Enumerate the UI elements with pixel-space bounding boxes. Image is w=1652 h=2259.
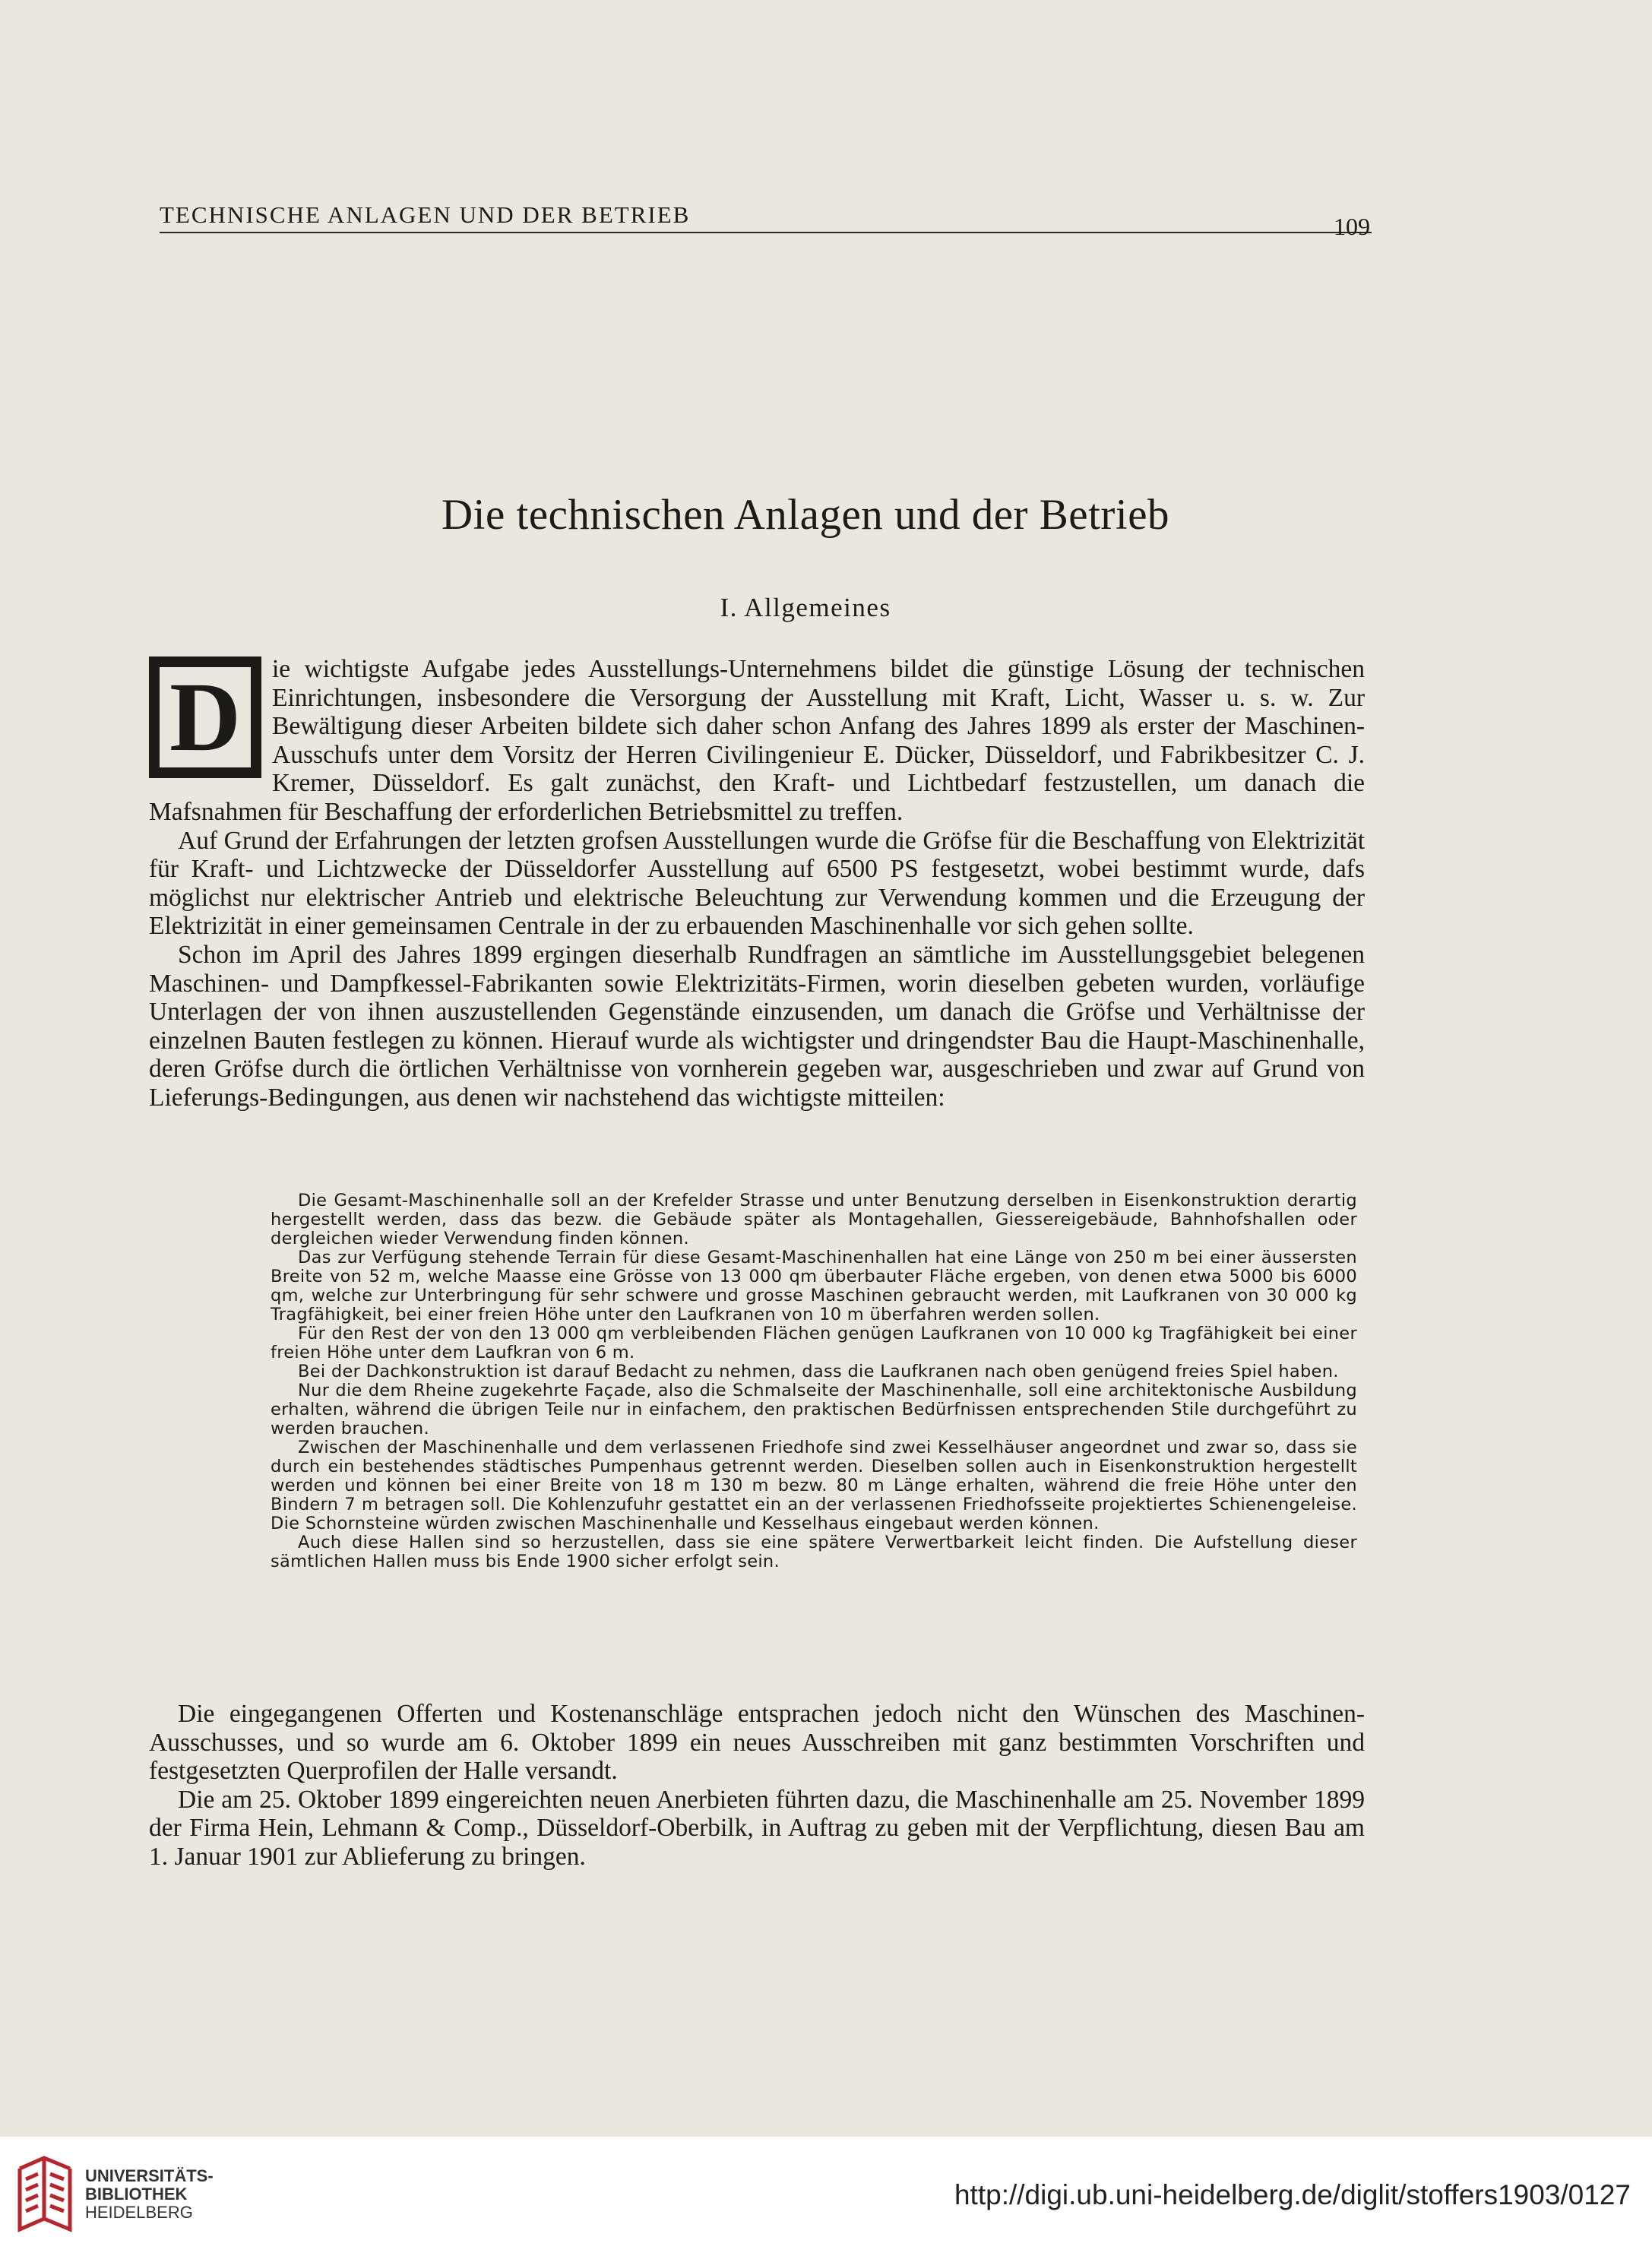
paragraph: Schon im April des Jahres 1899 ergingen dieserhalb Rundfragen an sämtliche im Ausstellungsgebiet belegenen Maschinen- und Dampfkessel-Fabrikanten sowie Elektrizitäts-Firmen, worin dieselben gebeten wurden, vorläufige Unterlagen der von ihnen auszustellenden Gegenstände einzusenden, um danach die Gröfse und Verhältnisse der einzelnen Bauten festlegen zu können. Hierauf wurde als wichtigster und dringendster Bau die Haupt-Maschinenhalle, deren Gröfse durch die örtlichen Verhältnisse von vornherein gegeben war, ausgeschrieben und zwar auf Grund von Lieferungs-Bedingungen, aus denen wir nachstehend das wichtigste mitteilen: <box>149 940 1365 1112</box>
contract-clause: Auch diese Hallen sind so herzustellen, dass sie eine spätere Verwertbarkeit leicht finden. Die Aufstellung dieser sämtlichen Hallen muss bis Ende 1900 sicher erfolgt sein. <box>271 1533 1357 1571</box>
paragraph <box>149 655 1365 827</box>
contract-clause: Bei der Dachkonstruktion ist darauf Bedacht zu nehmen, dass die Laufkranen nach oben genügend freies Spiel haben. <box>298 1362 1339 1381</box>
closing-text <box>149 1700 1365 1871</box>
library-logo-icon <box>14 2153 76 2241</box>
library-name: UNIVERSITÄTS- BIBLIOTHEK HEIDELBERG <box>85 2166 214 2222</box>
chapter-title: Die technischen Anlagen und der Betrieb <box>441 491 1170 539</box>
section-heading: I. Allgemeines <box>720 593 891 622</box>
paragraph: Die am 25. Oktober 1899 eingereichten neuen Anerbieten führten dazu, die Maschinenhalle am 25. November 1899 der Firma Hein, Lehmann & Comp., Düsseldorf-Oberbilk, in Auftrag zu geben mit der Verpflichtung, diesen Bau am 1. Januar 1901 zur Ablieferung zu bringen. <box>149 1785 1365 1871</box>
contract-clause: Zwischen der Maschinenhalle und dem verlassenen Friedhofe sind zwei Kesselhäuser angeordnet und zwar so, dass sie durch ein bestehendes städtisches Pumpenhaus getrennt werden. Dieselben sollen auch in Eisenkonstruktion hergestellt werden und können bei einer Breite von 18 m 130 m bezw. 80 m Länge erhalten, während die freie Höhe unter den Bindern 7 m betragen soll. Die Kohlenzufuhr gestattet ein an der verlassenen Friedhofsseite projektiertes Schienengeleise. Die Schornsteine würden zwischen Maschinenhalle und Kesselhaus eingebaut werden können. <box>271 1438 1357 1533</box>
library-footer <box>0 2137 1652 2259</box>
contract-clause: Nur die dem Rheine zugekehrte Façade, also die Schmalseite der Maschinenhalle, soll eine architektonische Ausbildung erhalten, während die übrigen Teile nur in einfachem, den praktischen Bedürfnissen entsprechenden Stile durchgeführt zu werden brauchen. <box>271 1381 1357 1438</box>
intro-text <box>149 655 1365 1112</box>
page-number: 109 <box>1334 213 1370 240</box>
contract-conditions <box>271 1191 1357 1571</box>
paragraph: Die eingegangenen Offerten und Kostenanschläge entsprachen jedoch nicht den Wünschen des Maschinen-Ausschusses, und so wurde am 6. Oktober 1899 ein neues Ausschreiben mit ganz bestimmten Vorschriften und festgesetzten Querprofilen der Halle versandt. <box>149 1700 1365 1786</box>
paragraph: Auf Grund der Erfahrungen der letzten grofsen Ausstellungen wurde die Gröfse für die Beschaffung von Elektrizität für Kraft- und Lichtzwecke der Düsseldorfer Ausstellung auf 6500 PS festgesetzt, wobei bestimmt wurde, dafs möglichst nur elektrischer Antrieb und elektrische Beleuchtung zur Verwendung kommen und die Erzeugung der Elektrizität in einer gemeinsamen Centrale in der zu erbauenden Maschinenhalle vor sich gehen sollte. <box>149 826 1365 941</box>
running-title: TECHNISCHE ANLAGEN UND DER BETRIEB <box>160 201 1372 233</box>
dropcap-initial <box>149 657 261 778</box>
contract-clause: Für den Rest der von den 13 000 qm verbleibenden Flächen genügen Laufkranen von 10 000 kg Tragfähigkeit bei einer freien Höhe unter dem Laufkran von 6 m. <box>271 1324 1357 1362</box>
paragraph-text: ie wichtigste Aufgabe jedes Ausstellungs-Unternehmens bildet die günstige Lösung der technischen Einrichtungen, insbesondere die Versorgung der Ausstellung mit Kraft, Licht, Wasser u. s. w. Zur Bewältigung dieser Arbeiten bildete sich daher schon Anfang des Jahres 1899 als erster der Maschinen-Ausschufs unter dem Vorsitz der Herren Civilingenieur E. Dücker, Düsseldorf, und Fabrikbesitzer C. J. Kremer, Düsseldorf. Es galt zunächst, den Kraft- und Lichtbedarf festzustellen, um danach die Mafsnahmen für Beschaffung der erforderlichen Betriebsmittel zu treffen. <box>149 655 1365 826</box>
dropcap-letter: D <box>169 663 241 772</box>
contract-clause: Die Gesamt-Maschinenhalle soll an der Krefelder Strasse und unter Benutzung derselben in Eisenkonstruktion derartig hergestellt werden, dass das bezw. die Gebäude später als Montagehallen, Giessereigebäude, Bahnhofshallen oder dergleichen wieder Verwendung finden können. <box>271 1191 1357 1248</box>
permalink-url[interactable]: http://digi.ub.uni-heidelberg.de/diglit/stoffers1903/0127 <box>954 2179 1631 2210</box>
contract-clause: Das zur Verfügung stehende Terrain für diese Gesamt-Maschinenhallen hat eine Länge von 250 m bei einer äussersten Breite von 52 m, welche Maasse eine Grösse von 13 000 qm überbauter Fläche ergeben, von denen etwa 5000 bis 6000 qm, welche zur Unterbringung für sehr schwere und grosse Maschinen gebraucht werden, mit Laufkranen von 30 000 kg Tragfähigkeit, bei einer freien Höhe unter den Laufkranen von 10 m überfahren werden sollen. <box>271 1248 1357 1324</box>
